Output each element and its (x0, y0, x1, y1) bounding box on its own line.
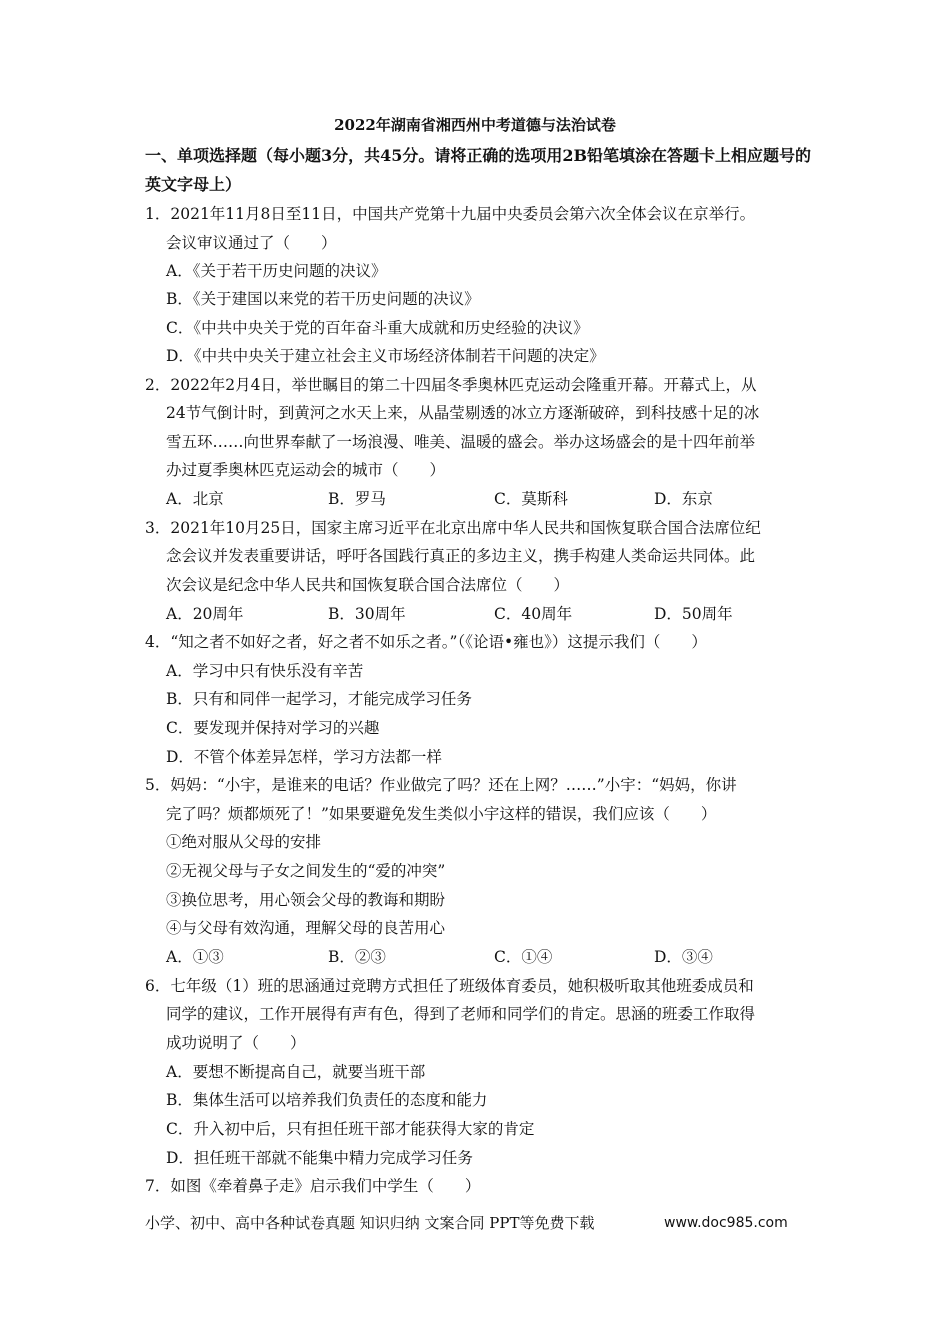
question-7-stem: 7．如图《牵着鼻子走》启示我们中学生（ ） (145, 1177, 481, 1195)
question-2-stem: 2．2022年2月4日，举世瞩目的第二十四届冬季奥林匹克运动会隆重开幕。开幕式上，从 (145, 376, 757, 394)
question-5-option-a: A．①③ (166, 948, 224, 966)
question-5-option-c: C．①④ (494, 948, 553, 966)
question-2-option-b: B．罗马 (328, 490, 386, 508)
question-6-option-d: D．担任班干部就不能集中精力完成学习任务 (166, 1149, 473, 1167)
question-5-statement-4: ④与父母有效沟通，理解父母的良苦用心 (166, 919, 446, 937)
question-2-stem-cont: 雪五环……向世界奉献了一场浪漫、唯美、温暖的盛会。举办这场盛会的是十四年前举 (166, 433, 756, 451)
question-1-stem: 1．2021年11月8日至11日，中国共产党第十九届中央委员会第六次全体会议在京举行。 (145, 205, 756, 223)
question-5-stem-cont: 完了吗？烦都烦死了！”如果要避免发生类似小宇这样的错误，我们应该（ ） (166, 805, 717, 823)
footer-link[interactable]: www.doc985.com (664, 1215, 788, 1231)
question-6-stem-cont: 成功说明了（ ） (166, 1034, 306, 1052)
question-5-options (166, 946, 826, 968)
question-3-option-b: B．30周年 (328, 605, 406, 623)
question-3-stem-cont: 念会议并发表重要讲话，呼吁各国践行真正的多边主义，携手构建人类命运共同体。此 (166, 547, 756, 565)
question-1-option-c: C．《中共中央关于党的百年奋斗重大成就和历史经验的决议》 (166, 319, 589, 337)
question-6-stem-cont: 同学的建议，工作开展得有声有色，得到了老师和同学们的肯定。思涵的班委工作取得 (166, 1005, 756, 1023)
question-2-option-c: C．莫斯科 (494, 490, 568, 508)
question-1-option-b: B．《关于建国以来党的若干历史问题的决议》 (166, 290, 480, 308)
question-5-statement-2: ②无视父母与子女之间发生的“爱的冲突” (166, 862, 446, 880)
question-3-options (166, 603, 826, 625)
question-5-option-b: B．②③ (328, 948, 386, 966)
question-2-stem-cont: 办过夏季奥林匹克运动会的城市（ ） (166, 461, 446, 479)
question-2-options (166, 488, 826, 510)
question-4-option-a: A．学习中只有快乐没有辛苦 (166, 662, 364, 680)
question-2-option-d: D．东京 (654, 490, 713, 508)
question-4-option-b: B．只有和同伴一起学习，才能完成学习任务 (166, 690, 472, 708)
question-1-stem-cont: 会议审议通过了（ ） (166, 234, 337, 252)
question-4-stem: 4．“知之者不如好之者，好之者不如乐之者。”（《论语•雍也》）这提示我们（ ） (145, 633, 707, 651)
question-3-stem-cont: 次会议是纪念中华人民共和国恢复联合国合法席位（ ） (166, 576, 570, 594)
question-6-option-c: C．升入初中后，只有担任班干部才能获得大家的肯定 (166, 1120, 535, 1138)
question-2-stem-cont: 24节气倒计时，到黄河之水天上来，从晶莹剔透的冰立方逐渐破碎，到科技感十足的冰 (166, 404, 760, 422)
section-heading: 一、单项选择题（每小题3分，共45分。请将正确的选项用2B铅笔填涂在答题卡上相应题号的英文字母上） (145, 146, 812, 194)
question-3-option-a: A．20周年 (166, 605, 244, 623)
question-5-statement-3: ③换位思考，用心领会父母的教诲和期盼 (166, 891, 446, 909)
question-5-option-d: D．③④ (654, 948, 713, 966)
question-5-statement-1: ①绝对服从父母的安排 (166, 833, 322, 851)
question-3-stem: 3．2021年10月25日，国家主席习近平在北京出席中华人民共和国恢复联合国合法席位纪 (145, 519, 761, 537)
question-3-option-c: C．40周年 (494, 605, 573, 623)
question-4-option-d: D．不管个体差异怎样，学习方法都一样 (166, 748, 442, 766)
question-2-option-a: A．北京 (166, 490, 224, 508)
question-4-option-c: C．要发现并保持对学习的兴趣 (166, 719, 380, 737)
footer-text: 小学、初中、高中各种试卷真题 知识归纳 文案合同 PPT等免费下载 (145, 1214, 595, 1232)
page-footer (145, 1212, 825, 1234)
question-1-option-d: D．《中共中央关于建立社会主义市场经济体制若干问题的决定》 (166, 347, 605, 365)
question-3-option-d: D．50周年 (654, 605, 733, 623)
question-6-stem: 6．七年级（1）班的思涵通过竞聘方式担任了班级体育委员，她积极听取其他班委成员和 (145, 977, 754, 995)
question-5-stem: 5．妈妈：“小宇，是谁来的电话？作业做完了吗？还在上网？……”小宇：“妈妈，你讲 (145, 776, 737, 794)
page-title: 2022年湖南省湘西州中考道德与法治试卷 (334, 116, 616, 134)
question-6-option-b: B．集体生活可以培养我们负责任的态度和能力 (166, 1091, 488, 1109)
question-1-option-a: A．《关于若干历史问题的决议》 (166, 262, 387, 280)
question-6-option-a: A．要想不断提高自己，就要当班干部 (166, 1063, 426, 1081)
